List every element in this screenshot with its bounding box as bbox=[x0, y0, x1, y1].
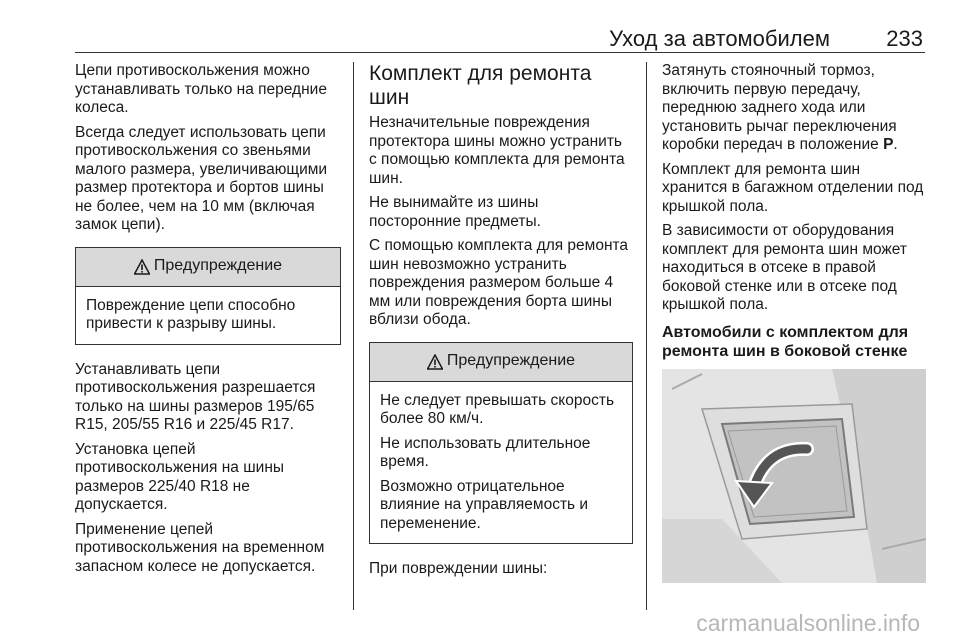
warning-text: Не использовать длительное время. bbox=[380, 434, 591, 470]
paragraph: В зависимости от оборудования комплект для ремонта шин может находиться в отсеке в правой боковой стенке или в отсеке под крышкой пола. bbox=[662, 222, 908, 313]
column-divider bbox=[353, 62, 354, 610]
paragraph: При повреждении шины: bbox=[369, 560, 548, 577]
column-3 bbox=[662, 62, 926, 583]
page-title: Уход за автомобилем bbox=[609, 26, 830, 51]
paragraph: Всегда следует использовать цепи противоскольжения со звеньями малого размера, увеличивающими размер протектора и бортов шины не более, чем на 10 мм (включая замок цепи). bbox=[75, 123, 328, 233]
warning-triangle-icon bbox=[427, 354, 443, 370]
text-run: Затянуть стояночный тормоз, включить первую передачу, переднюю заднего хода или установить рычаг переключения коробки передач в положение bbox=[662, 62, 897, 153]
warning-box bbox=[75, 247, 341, 345]
warning-text: Возможно отрицательное влияние на управляемость и переменение. bbox=[380, 477, 589, 532]
column-divider bbox=[646, 62, 647, 610]
paragraph: Устанавливать цепи противоскольжения разрешается только на шины размеров 195/65 R15, 205/55 R16 и 225/45 R17. bbox=[75, 360, 316, 433]
warning-box bbox=[369, 342, 633, 545]
paragraph: Не вынимайте из шины посторонние предметы. bbox=[369, 194, 541, 230]
trunk-illustration-svg bbox=[662, 369, 926, 583]
paragraph: Незначительные повреждения протектора шины можно устранить с помощью комплекта для ремонта шин. bbox=[369, 114, 625, 187]
column-1 bbox=[75, 62, 341, 582]
warning-header bbox=[76, 248, 340, 287]
column-2 bbox=[369, 62, 633, 585]
warning-text: Повреждение цепи способно привести к разрыву шины. bbox=[86, 296, 296, 332]
warning-title: Предупреждение bbox=[446, 352, 576, 370]
paragraph: Комплект для ремонта шин хранится в багажном отделении под крышкой пола. bbox=[662, 160, 924, 215]
text-run: . bbox=[893, 136, 898, 153]
warning-title: Предупреждение bbox=[153, 257, 283, 275]
gear-position-label: P bbox=[883, 136, 894, 153]
watermark: carmanualsonline.info bbox=[696, 610, 920, 636]
page-number: 233 bbox=[886, 26, 923, 51]
page-header bbox=[75, 24, 925, 53]
paragraph: Цепи противоскольжения можно устанавливать только на передние колеса. bbox=[75, 62, 327, 116]
section-heading: Комплект для ремонта шин bbox=[369, 62, 592, 109]
trunk-side-compartment-illustration bbox=[662, 369, 926, 583]
warning-triangle-icon bbox=[134, 259, 150, 275]
warning-header bbox=[370, 343, 632, 382]
paragraph: Применение цепей противоскольжения на временном запасном колесе не допускается. bbox=[75, 520, 325, 575]
warning-text: Не следует превышать скорость более 80 км/ч. bbox=[380, 391, 615, 427]
subsection-heading: Автомобили с комплектом для ремонта шин в боковой стенке bbox=[662, 323, 909, 360]
paragraph bbox=[662, 62, 926, 155]
paragraph: С помощью комплекта для ремонта шин невозможно устранить повреждения размером больше 4 мм или повреждения борта шины вблизи обода. bbox=[369, 237, 629, 328]
paragraph: Установка цепей противоскольжения на шины размеров 225/40 R18 не допускается. bbox=[75, 440, 285, 513]
